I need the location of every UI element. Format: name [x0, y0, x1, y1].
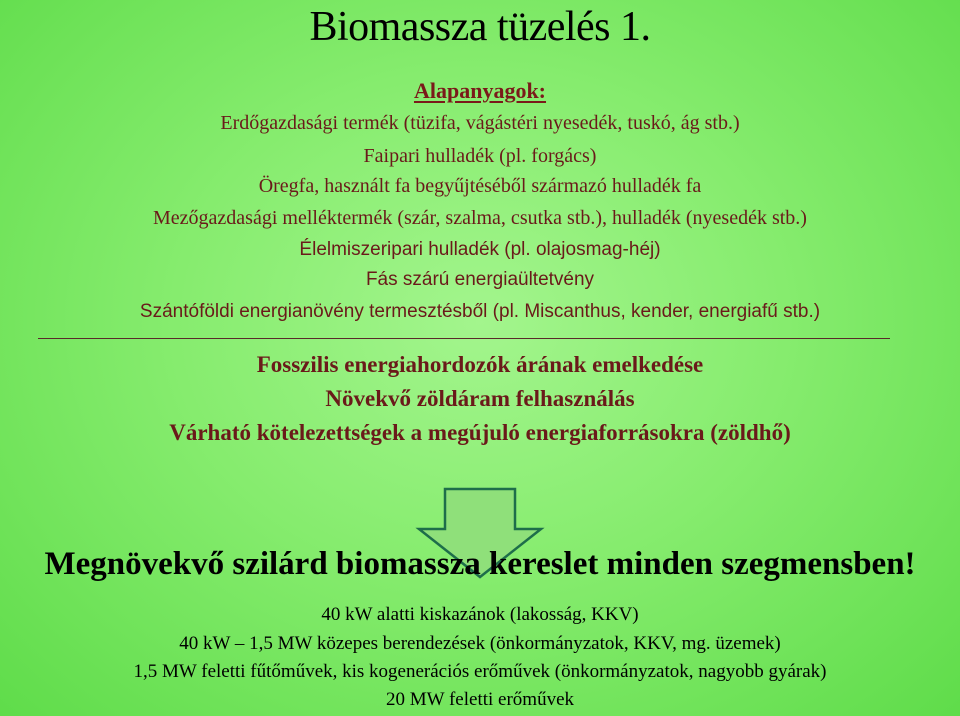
raw-material-item: Szántóföldi energianövény termesztésből (pl. Miscanthus, kender, energiafű stb.) — [139, 301, 821, 322]
segment-item: 40 kW alatti kiskazánok (lakosság, KKV) — [321, 604, 639, 625]
raw-material-item: Erdőgazdasági termék (tüzifa, vágástéri nyesedék, tuskó, ág stb.) — [220, 112, 740, 134]
driver-item: Várható kötelezettségek a megújuló energiaforrásokra (zöldhő) — [169, 420, 791, 445]
raw-material-item: Mezőgazdasági melléktermék (szár, szalma, csutka stb.), hulladék (nyesedék stb.) — [153, 207, 807, 229]
conclusion-text: Megnövekvő szilárd biomassza kereslet minden szegmensben! — [44, 546, 916, 582]
section-divider — [38, 338, 890, 339]
raw-material-item: Öregfa, használt fa begyűjtéséből származó hulladék fa — [258, 175, 702, 197]
segment-item: 20 MW feletti erőművek — [385, 689, 574, 710]
segment-item: 40 kW – 1,5 MW közepes berendezések (önkormányzatok, KKV, mg. üzemek) — [179, 633, 781, 654]
page-title: Biomassza tüzelés 1. — [309, 4, 651, 50]
segment-item: 1,5 MW feletti fűtőművek, kis kogenerációs erőművek (önkormányzatok, nagyobb gyárak) — [133, 661, 827, 682]
raw-material-item: Élelmiszeripari hulladék (pl. olajosmag-héj) — [299, 239, 661, 260]
raw-materials-heading: Alapanyagok: — [413, 78, 547, 103]
driver-item: Növekvő zöldáram felhasználás — [325, 386, 635, 411]
raw-material-item: Faipari hulladék (pl. forgács) — [363, 145, 597, 167]
driver-item: Fosszilis energiahordozók árának emelkedése — [256, 352, 704, 377]
raw-material-item: Fás szárú energiaültetvény — [365, 269, 595, 290]
